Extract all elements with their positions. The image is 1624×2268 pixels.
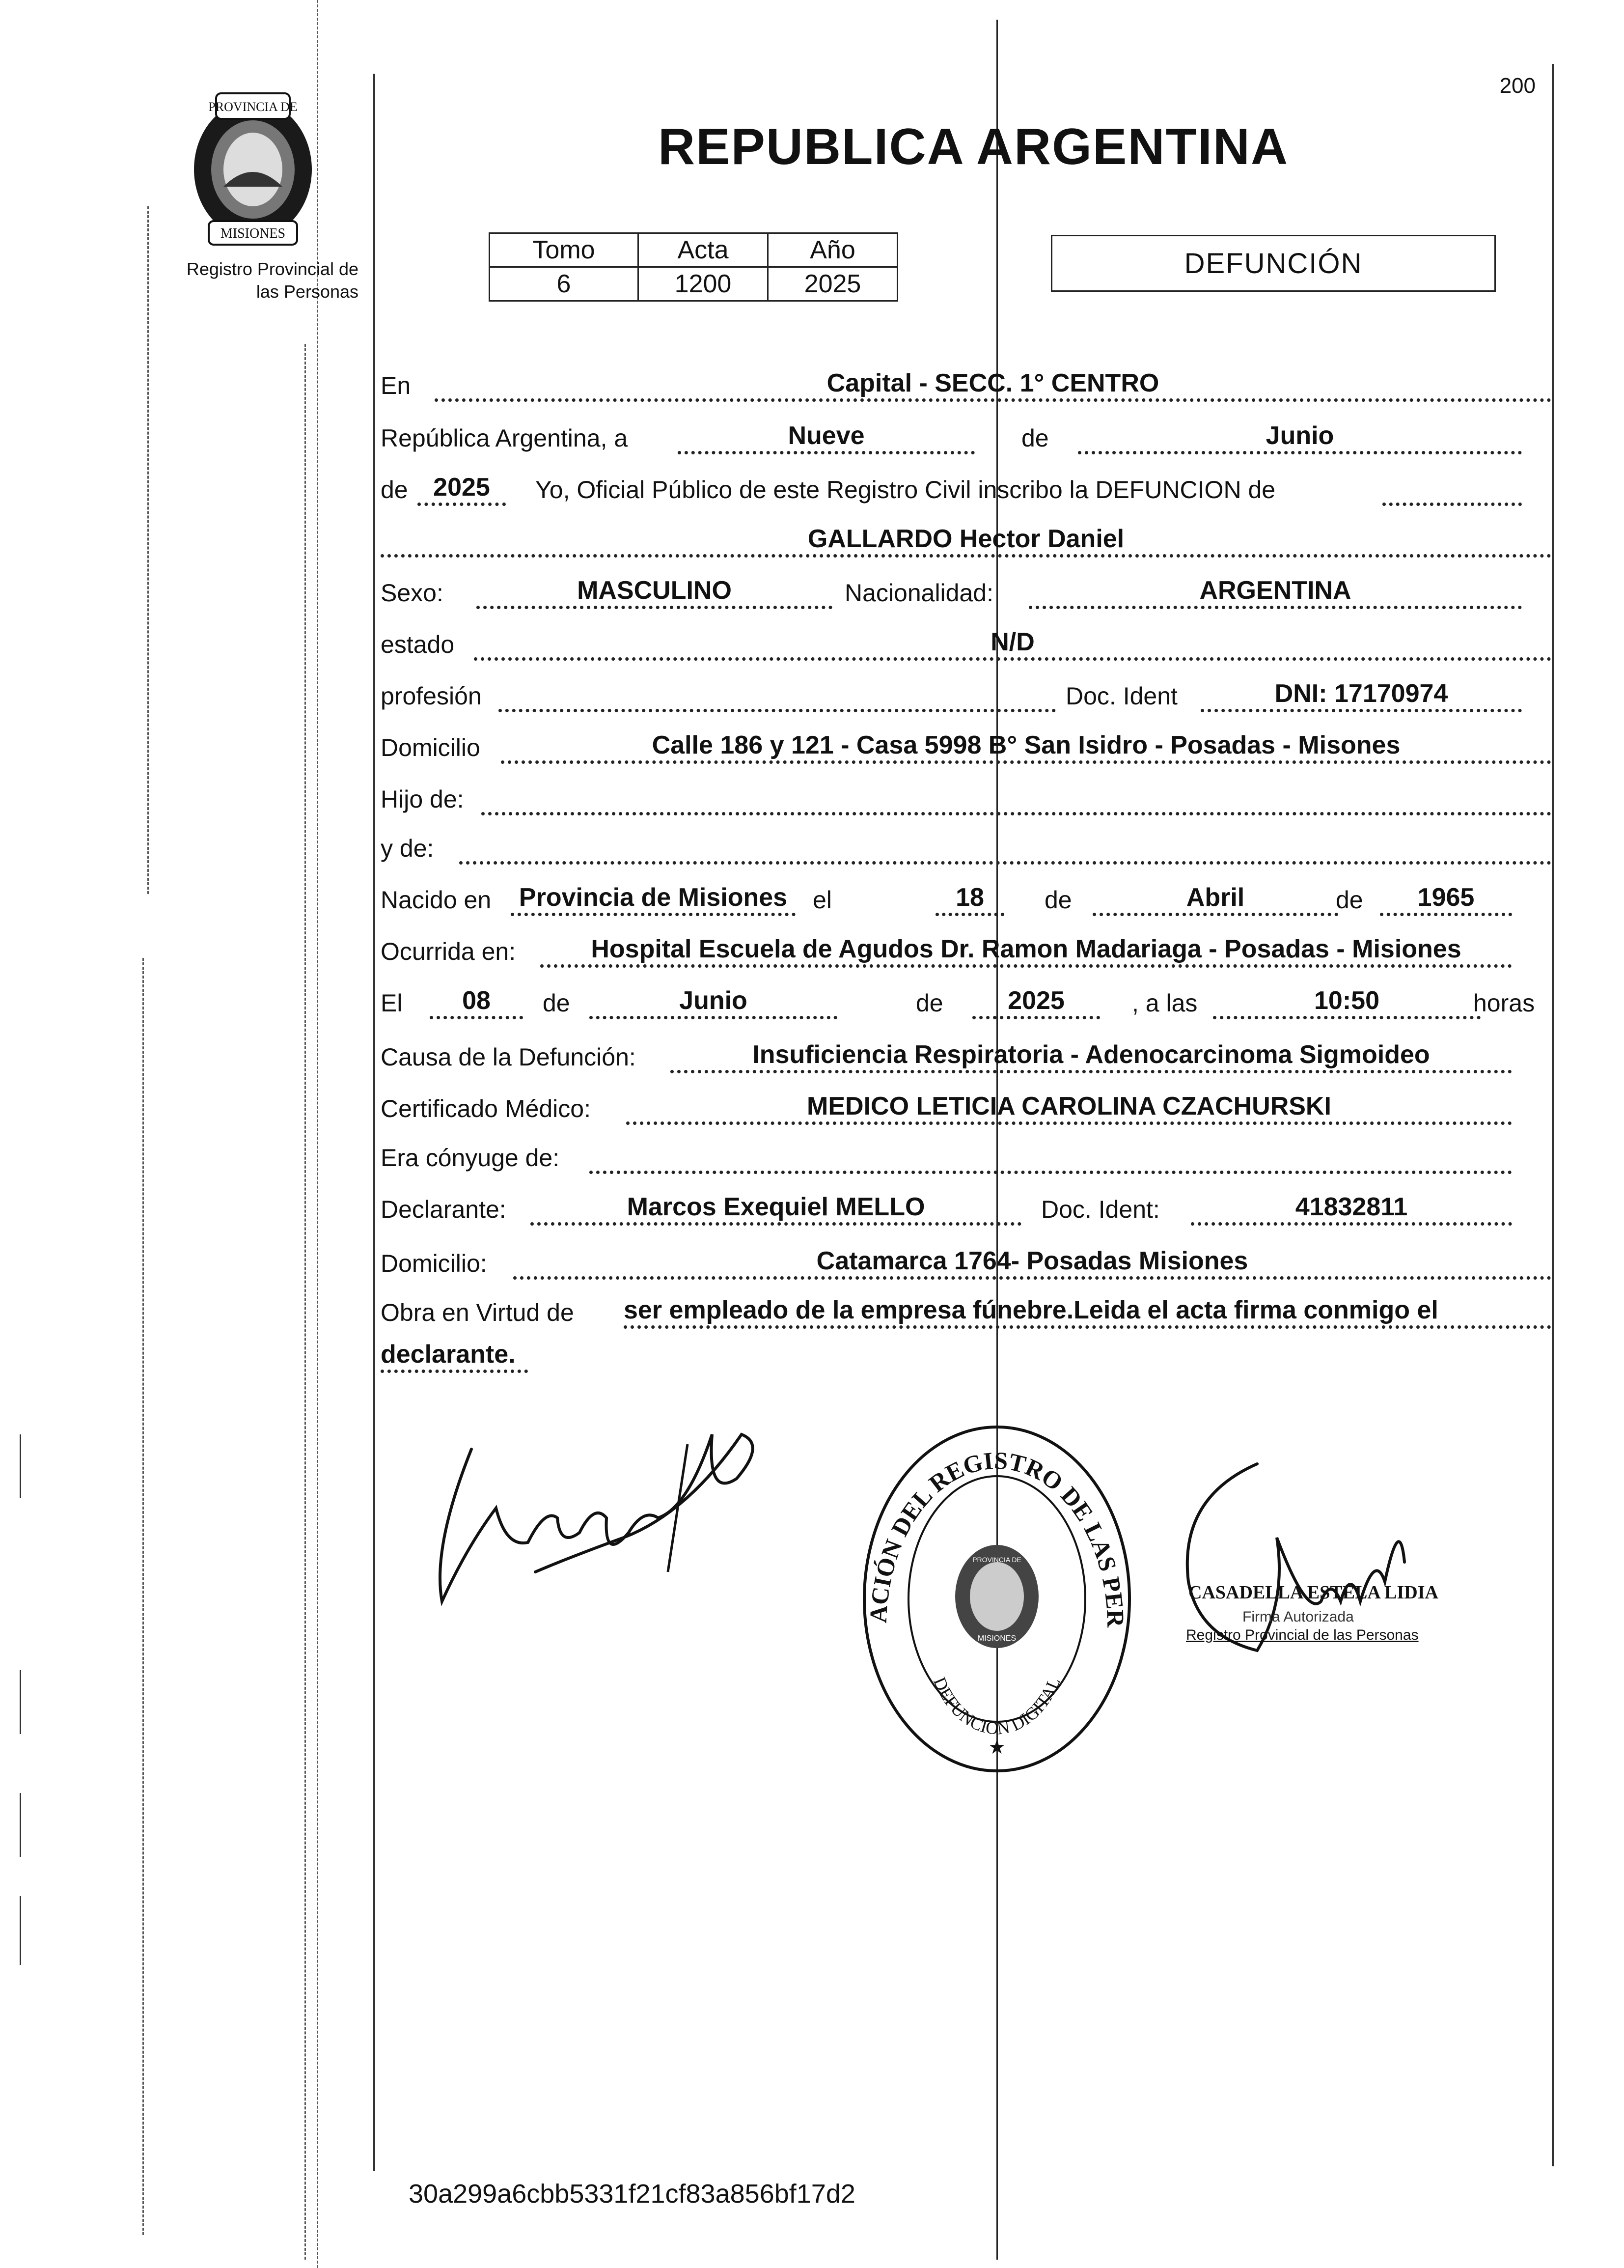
field-declarante: Marcos Exequiel MELLO	[530, 1188, 1021, 1226]
registry-label: Registro Provincial de las Personas	[186, 259, 358, 302]
margin-dash-line	[317, 0, 318, 2268]
seal-bottom-text: MISIONES	[220, 226, 286, 241]
field-declarante-domicilio: Catamarca 1764- Posadas Misiones	[513, 1242, 1551, 1280]
star-icon: ★	[988, 1736, 1006, 1758]
label-de: de	[1045, 886, 1072, 914]
field-def-mes: Junio	[589, 981, 837, 1019]
label-nacido-en: Nacido en	[381, 886, 492, 914]
label-certificado: Certificado Médico:	[381, 1095, 591, 1122]
document-hash: 30a299a6cbb5331f21cf83a856bf17d2	[409, 2179, 855, 2209]
stamp-emblem-bottom: MISIONES	[977, 1634, 1017, 1643]
stamp-outer-text: ACIÓN DEL REGISTRO DE LAS PER	[864, 1446, 1130, 1628]
value-anio: 2025	[768, 267, 898, 301]
label-hijo-de: Hijo de:	[381, 785, 464, 813]
label-domicilio: Domicilio:	[381, 1250, 487, 1277]
field-obra-line2: declarante.	[381, 1335, 528, 1373]
official-signature	[1159, 1454, 1513, 1729]
row-obra	[381, 1285, 1551, 1329]
row-causa	[381, 1029, 1551, 1073]
label-nacionalidad: Nacionalidad:	[845, 579, 993, 607]
scan-mark	[20, 1793, 21, 1857]
field-ocurrida-en: Hospital Escuela de Agudos Dr. Ramon Madariaga - Posadas - Misiones	[540, 930, 1512, 968]
volume-table-header	[490, 233, 898, 267]
field-hora: 10:50	[1213, 981, 1481, 1019]
label-en: En	[381, 372, 411, 399]
field-nac-anio: 1965	[1380, 878, 1512, 916]
label-doc-ident: Doc. Ident:	[1041, 1196, 1160, 1223]
field-conyuge	[589, 1136, 1512, 1174]
svg-text:DEFUNCION DIGITAL	[930, 1674, 1064, 1738]
scan-mark	[20, 1434, 21, 1498]
label-horas: horas	[1473, 989, 1535, 1017]
label-declarante: Declarante:	[381, 1196, 506, 1223]
volume-table-values	[490, 267, 898, 301]
margin-dash-line	[304, 344, 306, 2260]
label-de: de	[1336, 886, 1363, 914]
row-y-de	[381, 820, 1551, 865]
stamp-emblem-top: PROVINCIA DE	[972, 1556, 1021, 1564]
scan-mark	[20, 1670, 21, 1734]
margin-dash-line	[147, 206, 149, 894]
declarant-signature	[413, 1385, 805, 1621]
page-title: REPUBLICA ARGENTINA	[658, 118, 1289, 175]
field-nacionalidad: ARGENTINA	[1029, 571, 1522, 609]
row-hijo-de	[381, 771, 1551, 815]
header-anio: Año	[768, 233, 898, 267]
label-de: de	[916, 989, 943, 1017]
value-acta: 1200	[638, 267, 768, 301]
official-role: Firma Autorizada	[1242, 1609, 1354, 1625]
provincial-seal	[182, 84, 324, 251]
field-def-anio: 2025	[972, 981, 1100, 1019]
field-hijo-de	[481, 778, 1551, 815]
field-causa: Insuficiencia Respiratoria - Adenocarcinoma Sigmoideo	[670, 1036, 1512, 1073]
row-domicilio	[381, 720, 1551, 764]
field-nombre: GALLARDO Hector Daniel	[381, 520, 1551, 558]
official-name: CASADELLA ESTELA LIDIA	[1188, 1582, 1438, 1603]
row-certificado	[381, 1081, 1551, 1125]
scan-mark	[20, 1896, 21, 1965]
page-frame-right	[1552, 64, 1554, 2166]
field-anio: 2025	[417, 468, 506, 506]
field-sexo: MASCULINO	[476, 571, 832, 609]
official-office: Registro Provincial de las Personas	[1186, 1627, 1419, 1643]
value-tomo: 6	[490, 267, 638, 301]
label-el: el	[813, 886, 832, 914]
field-nacido-en: Provincia de Misiones	[511, 878, 796, 916]
row-obra-2	[381, 1329, 1551, 1373]
row-nombre	[381, 513, 1551, 558]
field-certificado: MEDICO LETICIA CAROLINA CZACHURSKI	[626, 1087, 1512, 1125]
label-estado: estado	[381, 631, 455, 658]
label-domicilio: Domicilio	[381, 734, 480, 761]
row-nacimiento	[381, 872, 1551, 916]
field-estado: N/D	[474, 623, 1551, 661]
field-obra-line1: ser empleado de la empresa fúnebre.Leida el acta firma conmigo el	[624, 1291, 1551, 1329]
field-domicilio: Calle 186 y 121 - Casa 5998 B° San Isidro - Posadas - Misones	[501, 726, 1551, 764]
page-frame-left	[373, 74, 375, 2171]
row-conyuge	[381, 1130, 1551, 1174]
field-declarante-doc: 41832811	[1191, 1188, 1512, 1226]
field-lugar: Capital - SECC. 1° CENTRO	[435, 364, 1551, 402]
doc-type-box: DEFUNCIÓN	[1051, 235, 1496, 292]
row-estado	[381, 616, 1551, 661]
label-republica: República Argentina, a	[381, 424, 628, 452]
row-inscribo	[381, 462, 1551, 506]
label-de: de	[543, 989, 570, 1017]
header-tomo: Tomo	[490, 233, 638, 267]
label-inscribo: Yo, Oficial Público de este Registro Civil inscribo la DEFUNCION de	[535, 476, 1276, 504]
stamp-inner-text: DEFUNCION DIGITAL	[930, 1674, 1064, 1738]
label-profesion: profesión	[381, 682, 482, 710]
field-dia: Nueve	[678, 417, 975, 454]
label-de: de	[1021, 424, 1049, 452]
row-profesion	[381, 668, 1551, 712]
registry-stamp	[857, 1420, 1137, 1778]
row-domicilio-declarante	[381, 1235, 1551, 1280]
field-dni: DNI: 17170974	[1201, 674, 1522, 712]
row-fecha-defuncion	[381, 975, 1551, 1019]
field-def-dia: 08	[430, 981, 523, 1019]
label-causa: Causa de la Defunción:	[381, 1043, 636, 1071]
label-a-las: , a las	[1132, 989, 1198, 1017]
row-fecha-acta	[381, 410, 1551, 454]
field-nac-mes: Abril	[1093, 878, 1338, 916]
label-conyuge: Era cónyuge de:	[381, 1144, 560, 1172]
label-el: El	[381, 989, 403, 1017]
header-acta: Acta	[638, 233, 768, 267]
field-mes: Junio	[1078, 417, 1522, 454]
label-ocurrida-en: Ocurrida en:	[381, 938, 516, 965]
label-obra-en-virtud: Obra en Virtud de	[381, 1299, 574, 1326]
volume-table	[489, 232, 898, 302]
row-ocurrida	[381, 924, 1551, 968]
label-y-de: y de:	[381, 835, 434, 862]
field-blank	[1382, 468, 1522, 506]
label-de: de	[381, 476, 408, 504]
seal-top-text: PROVINCIA DE	[208, 100, 298, 114]
field-y-de	[459, 827, 1551, 865]
field-nac-dia: 18	[936, 878, 1004, 916]
row-declarante	[381, 1181, 1551, 1226]
page-number: 200	[1499, 74, 1536, 98]
field-profesion	[498, 674, 1056, 712]
row-sexo	[381, 565, 1551, 609]
margin-dash-line	[142, 958, 144, 2235]
label-doc-ident: Doc. Ident	[1066, 682, 1178, 710]
row-lugar	[381, 358, 1551, 402]
label-sexo: Sexo:	[381, 579, 443, 607]
